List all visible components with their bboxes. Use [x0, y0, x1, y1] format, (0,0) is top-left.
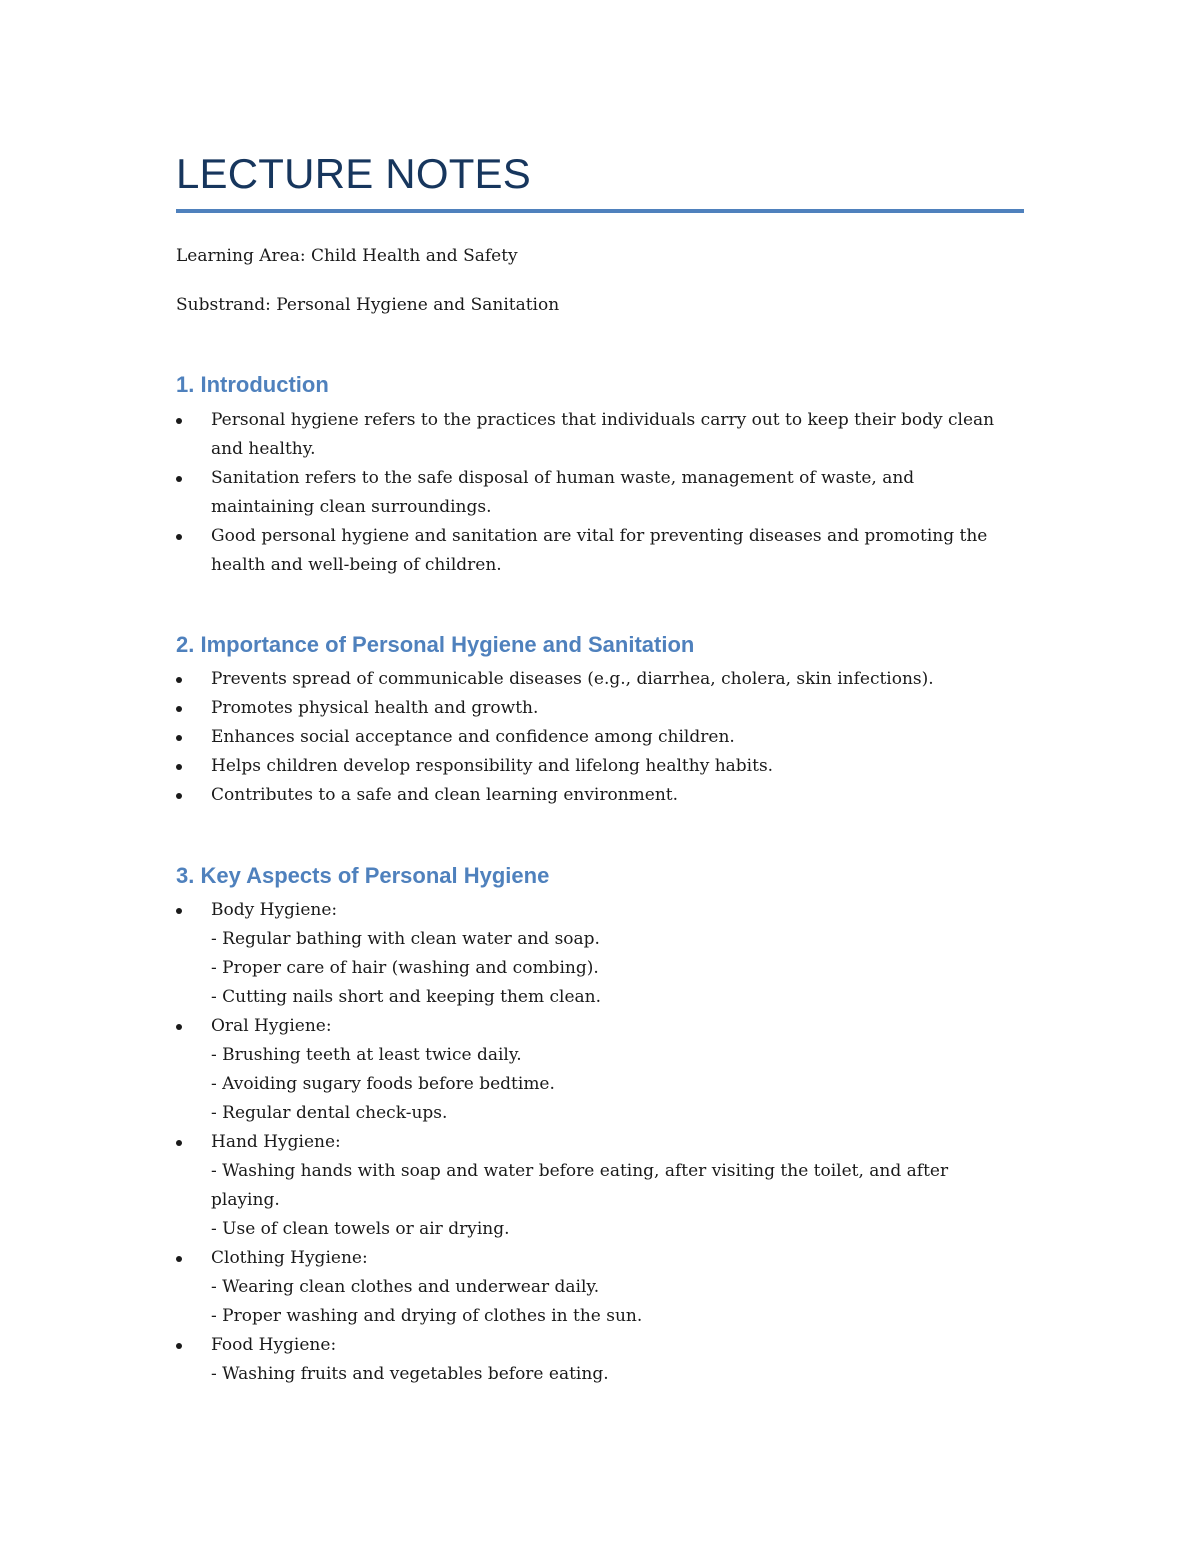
- bullet-icon: [176, 677, 182, 683]
- learning-area-line: Learning Area: Child Health and Safety: [176, 246, 518, 266]
- list-item-subline: - Regular bathing with clean water and soap.: [211, 929, 600, 949]
- list-item-subline: - Cutting nails short and keeping them clean.: [211, 987, 602, 1007]
- bullet-icon: [176, 1140, 182, 1146]
- list-item-subline: - Wearing clean clothes and underwear daily.: [211, 1277, 600, 1297]
- substrand-line: Substrand: Personal Hygiene and Sanitation: [176, 295, 560, 315]
- list-item: [176, 752, 1026, 781]
- list-item: [176, 464, 1026, 522]
- list-item-subline: - Proper washing and drying of clothes in the sun.: [211, 1306, 643, 1326]
- list-item-oral-hygiene: [176, 1012, 1026, 1128]
- section-heading-importance: 2. Importance of Personal Hygiene and Sanitation: [176, 632, 695, 657]
- list-item-label: Body Hygiene:: [211, 900, 338, 920]
- list-item: [176, 665, 1026, 694]
- bullet-icon: [176, 908, 182, 914]
- list-item: [176, 781, 1026, 810]
- bullet-icon: [176, 735, 182, 741]
- list-item: [176, 694, 1026, 723]
- list-item-subline: - Washing hands with soap and water before eating, after visiting the toilet, and after playing.: [211, 1161, 949, 1210]
- importance-list: [176, 665, 1026, 810]
- bullet-icon: [176, 476, 182, 482]
- list-item-subline: - Washing fruits and vegetables before eating.: [211, 1364, 609, 1384]
- list-item-label: Clothing Hygiene:: [211, 1248, 368, 1268]
- list-item-subline: - Use of clean towels or air drying.: [211, 1219, 510, 1239]
- list-item: [176, 723, 1026, 752]
- list-item-label: Hand Hygiene:: [211, 1132, 341, 1152]
- list-item-subline: - Brushing teeth at least twice daily.: [211, 1045, 522, 1065]
- bullet-icon: [176, 1343, 182, 1349]
- list-item-subline: - Proper care of hair (washing and combing).: [211, 958, 599, 978]
- list-item-subline: - Avoiding sugary foods before bedtime.: [211, 1074, 555, 1094]
- list-item-body-hygiene: [176, 896, 1026, 1012]
- list-item-text: Good personal hygiene and sanitation are vital for preventing diseases and promoting the health and well-being of children.: [211, 526, 988, 575]
- list-item: [176, 406, 1026, 464]
- bullet-icon: [176, 534, 182, 540]
- list-item-text: Prevents spread of communicable diseases (e.g., diarrhea, cholera, skin infections).: [211, 669, 934, 689]
- bullet-icon: [176, 706, 182, 712]
- bullet-icon: [176, 793, 182, 799]
- list-item-label: Food Hygiene:: [211, 1335, 337, 1355]
- list-item-text: Helps children develop responsibility and lifelong healthy habits.: [211, 756, 774, 776]
- introduction-list: [176, 406, 1026, 580]
- list-item-text: Enhances social acceptance and confidence among children.: [211, 727, 735, 747]
- list-item-label: Oral Hygiene:: [211, 1016, 332, 1036]
- list-item-food-hygiene: [176, 1331, 1026, 1389]
- list-item: [176, 522, 1026, 580]
- document-title: LECTURE NOTES: [176, 150, 531, 197]
- section-heading-key-aspects: 3. Key Aspects of Personal Hygiene: [176, 863, 550, 888]
- section-heading-introduction: 1. Introduction: [176, 372, 329, 397]
- bullet-icon: [176, 418, 182, 424]
- list-item-hand-hygiene: [176, 1128, 1026, 1244]
- list-item-text: Promotes physical health and growth.: [211, 698, 539, 718]
- bullet-icon: [176, 1256, 182, 1262]
- title-underline: [176, 209, 1024, 213]
- bullet-icon: [176, 764, 182, 770]
- list-item-clothing-hygiene: [176, 1244, 1026, 1331]
- list-item-text: Personal hygiene refers to the practices that individuals carry out to keep their body clean and healthy.: [211, 410, 995, 459]
- key-aspects-list: [176, 896, 1026, 1389]
- bullet-icon: [176, 1024, 182, 1030]
- list-item-text: Contributes to a safe and clean learning environment.: [211, 785, 679, 805]
- list-item-subline: - Regular dental check-ups.: [211, 1103, 448, 1123]
- list-item-text: Sanitation refers to the safe disposal of human waste, management of waste, and maintaining clean surroundings.: [211, 468, 915, 517]
